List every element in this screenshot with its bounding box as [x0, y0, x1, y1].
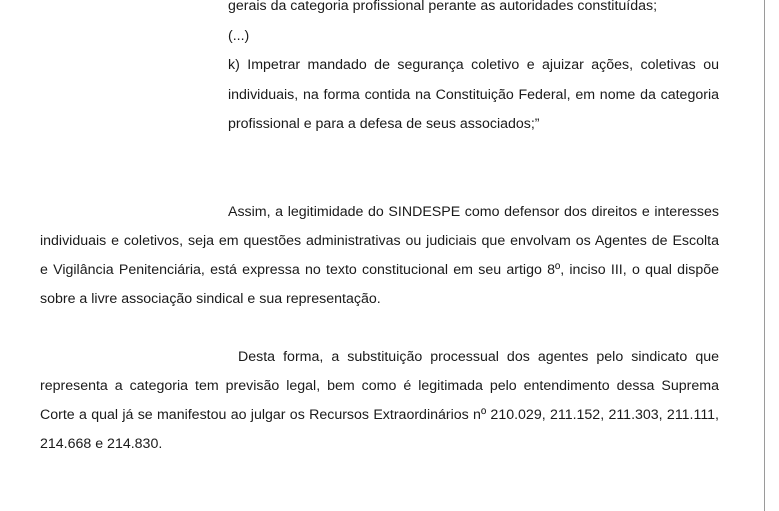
paragraph-2-line-1: Desta forma, a substituição processual dos agentes pelo sindicato que	[238, 349, 719, 365]
quote-line-4: individuais, na forma contida na Constituição Federal, em nome da categoria	[228, 87, 719, 103]
paragraph-2-line-3: Corte a qual já se manifestou ao julgar os Recursos Extraordinários nº 210.029, 211.152, 211.303, 211.111,	[40, 407, 719, 423]
paragraph-1-line-1: Assim, a legitimidade do SINDESPE como defensor dos direitos e interesses	[228, 204, 719, 220]
paragraph-1-line-3: e Vigilância Penitenciária, está expressa no texto constitucional em seu artigo 8º, inciso III, o qual dispõe	[40, 262, 719, 278]
quote-line-2: (...)	[228, 28, 250, 44]
quote-line-5: profissional e para a defesa de seus associados;”	[228, 116, 540, 132]
paragraph-2-line-2: representa a categoria tem previsão legal, bem como é legitimada pelo entendimento dessa Suprema	[40, 378, 719, 394]
quote-line-3: k) Impetrar mandado de segurança coletivo e ajuizar ações, coletivas ou	[228, 57, 719, 73]
paragraph-1-line-4: sobre a livre associação sindical e sua representação.	[40, 291, 381, 307]
page-edge-border	[764, 0, 779, 511]
quote-line-1: gerais da categoria profissional perante as autoridades constituídas;	[228, 0, 658, 14]
paragraph-2-line-4: 214.668 e 214.830.	[40, 436, 163, 452]
paragraph-1-line-2: individuais e coletivos, seja em questões administrativas ou judiciais que envolvam os Agentes de Escolta	[40, 233, 719, 249]
